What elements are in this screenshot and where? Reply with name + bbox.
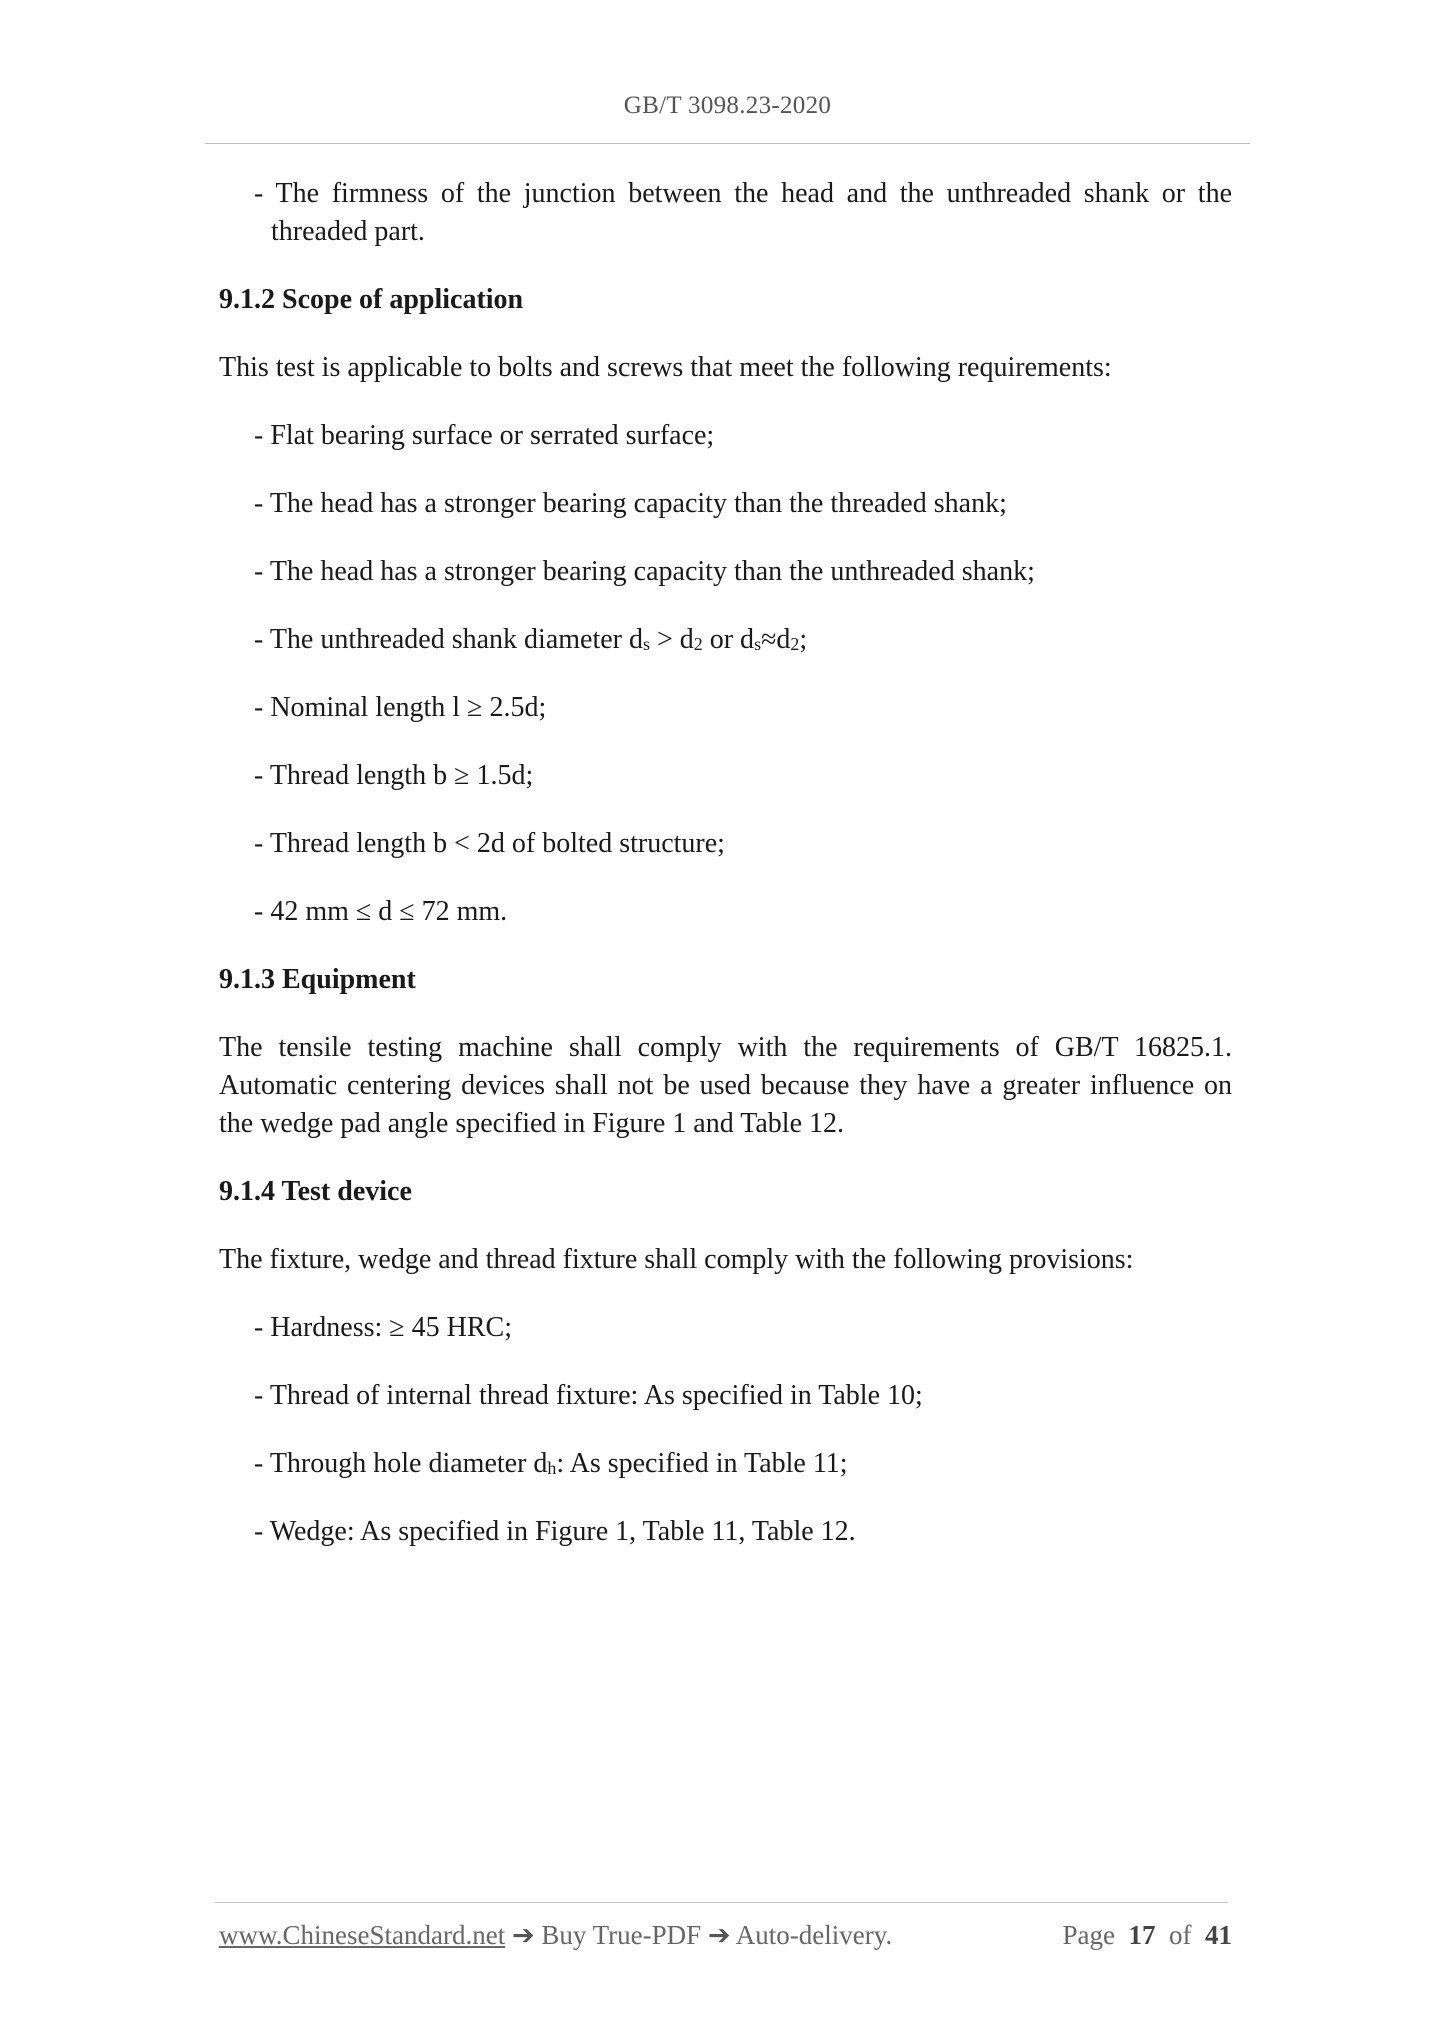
section-heading-9-1-4: 9.1.4 Test device	[219, 1176, 412, 1207]
footer-text-buy: Buy True-PDF	[534, 1920, 708, 1950]
current-page-number: 17	[1128, 1920, 1156, 1950]
subscript: h	[547, 1457, 557, 1478]
page-number	[1063, 1920, 1232, 1951]
section-heading-9-1-2: 9.1.2 Scope of application	[219, 284, 524, 315]
list-item: - Wedge: As specified in Figure 1, Table 11, Table 12.	[254, 1516, 856, 1547]
footer-divider	[215, 1902, 1228, 1903]
subscript: 2	[693, 633, 703, 654]
list-item: - Flat bearing surface or serrated surface;	[254, 420, 715, 451]
document-body	[219, 175, 1232, 1581]
list-item: - Nominal length l ≥ 2.5d;	[254, 692, 547, 723]
list-item: - The head has a stronger bearing capacity than the unthreaded shank;	[254, 556, 1035, 587]
site-link[interactable]: www.ChineseStandard.net	[219, 1920, 506, 1950]
text-run: - Through hole diameter d	[254, 1448, 548, 1479]
page-word: Page	[1062, 1920, 1115, 1950]
text-run: : As specified in Table 11;	[556, 1448, 848, 1479]
text-run: ≈d	[761, 624, 791, 655]
subscript: 2	[790, 633, 800, 654]
list-item: - Thread length b < 2d of bolted structure;	[254, 828, 725, 859]
text-run: - The unthreaded shank diameter d	[254, 624, 644, 655]
of-word: of	[1169, 1920, 1192, 1950]
paragraph: This test is applicable to bolts and screws that meet the following requirements:	[219, 352, 1112, 383]
subscript: s	[643, 633, 650, 654]
list-item	[219, 621, 1232, 659]
list-item: - Thread of internal thread fixture: As specified in Table 10;	[254, 1380, 923, 1411]
page-footer	[219, 1920, 1232, 1951]
header-divider	[205, 143, 1250, 144]
text-run: ;	[799, 624, 808, 655]
page-header: GB/T 3098.23-2020	[623, 92, 832, 119]
list-item: - 42 mm ≤ d ≤ 72 mm.	[254, 896, 508, 927]
text-run: or d	[702, 624, 755, 655]
list-item: - The firmness of the junction between the head and the unthreaded shank or the threaded part.	[254, 178, 1232, 247]
section-heading-9-1-3: 9.1.3 Equipment	[219, 964, 416, 995]
text-run: > d	[649, 624, 694, 655]
footer-promo	[219, 1920, 892, 1951]
list-item: - Thread length b ≥ 1.5d;	[254, 760, 534, 791]
arrow-right-icon: ➔	[511, 1920, 535, 1950]
list-item: - Hardness: ≥ 45 HRC;	[254, 1312, 513, 1343]
footer-text-delivery: Auto-delivery.	[730, 1920, 893, 1950]
paragraph: The tensile testing machine shall comply with the requirements of GB/T 16825.1. Automatic centering devices shall not be used because they have a greater influence on the wedge pad angle specified in Figure 1 and Table 12.	[219, 1032, 1232, 1139]
list-item	[219, 1445, 1232, 1483]
total-page-count: 41	[1205, 1920, 1232, 1950]
subscript: s	[754, 633, 762, 654]
paragraph: The fixture, wedge and thread fixture shall comply with the following provisions:	[219, 1244, 1134, 1275]
list-item: - The head has a stronger bearing capacity than the threaded shank;	[254, 488, 1007, 519]
arrow-right-icon: ➔	[707, 1920, 731, 1950]
